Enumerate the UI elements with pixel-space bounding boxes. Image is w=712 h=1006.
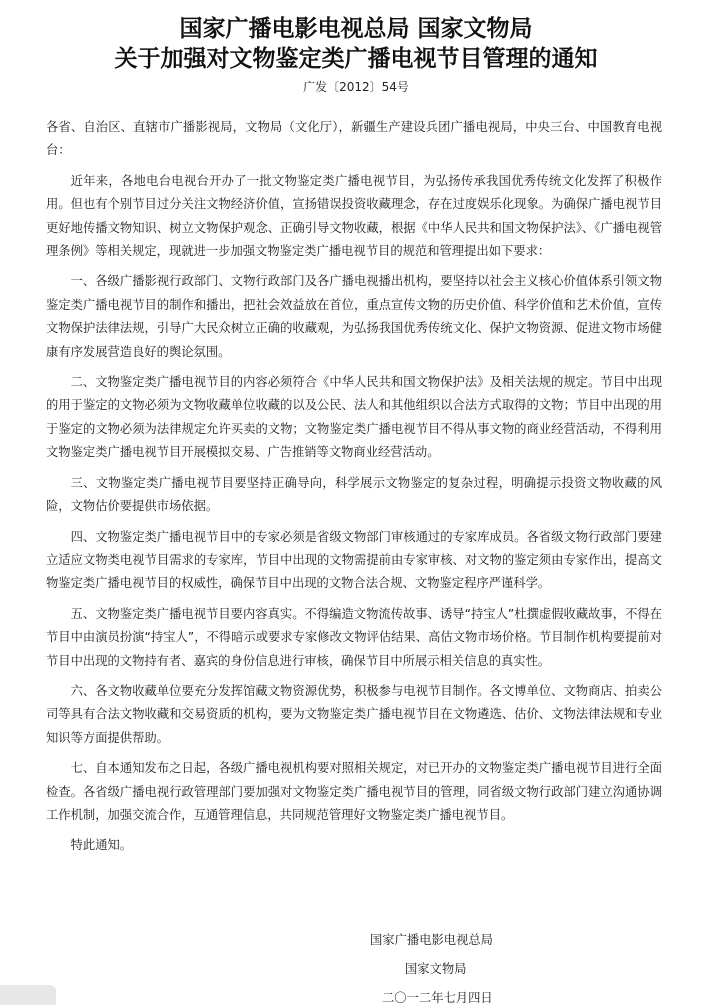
signature-org-sach: 国家文物局	[405, 962, 467, 976]
salutation: 各省、自治区、直辖市广播影视局，文物局（文化厅），新疆生产建设兵团广播电视局，中央三台、中国教育电视台：	[46, 120, 662, 158]
requirement-item-7: 七、自本通知发布之日起，各级广播电视机构要对照相关规定，对已开办的文物鉴定类广播电视节目进行全面检查。各省级广播电视行政管理部门要加强对文物鉴定类广播电视节目的管理，同省级文物行政部门建立沟通协调工作机制，加强交流合作，互通管理信息，共同规范管理好文物鉴定类广播电视节目。	[46, 761, 662, 822]
closing-line: 特此通知。	[70, 838, 133, 853]
requirement-item-3: 三、文物鉴定类广播电视节目要坚持正确导向，科学展示文物鉴定的复杂过程，明确提示投资文物收藏的风险，文物估价要提供市场依据。	[46, 475, 662, 514]
corner-overlay	[0, 985, 56, 1005]
document-body	[46, 116, 662, 858]
intro-paragraph: 近年来，各地电台电视台开办了一批文物鉴定类广播电视节目，为弘扬传承我国优秀传统文化发挥了积极作用。但也有个别节目过分关注文物经济价值，宣扬错误投资收藏理念，存在过度娱乐化现象。为确保广播电视节目更好地传播文物知识、树立文物保护观念、正确引导文物收藏，根据《中华人民共和国文物保护法》、《广播电视管理条例》等相关规定，现就进一步加强文物鉴定类广播电视节目的规范和管理提出如下要求：	[46, 173, 662, 259]
signature-date: 二〇一二年七月四日	[382, 991, 493, 1005]
document-title-line-2: 关于加强对文物鉴定类广播电视节目管理的通知	[114, 46, 598, 72]
requirement-item-1: 一、各级广播影视行政部门、文物行政部门及各广播电视播出机构，要坚持以社会主义核心价值体系引领文物鉴定类广播电视节目的制作和播出，把社会效益放在首位，重点宣传文物的历史价值、科学价值和艺术价值，宣传文物保护法律法规，引导广大民众树立正确的收藏观，为弘扬我国优秀传统文化、保护文物资源、促进文物市场健康有序发展营造良好的舆论氛围。	[46, 274, 662, 359]
requirement-item-6: 六、各文物收藏单位要充分发挥馆藏文物资源优势，积极参与电视节目制作。各文博单位、文物商店、拍卖公司等具有合法文物收藏和交易资质的机构，要为文物鉴定类广播电视节目在文物遴选、估价、文物法律法规和专业知识等方面提供帮助。	[46, 683, 662, 745]
requirement-item-2: 二、文物鉴定类广播电视节目的内容必须符合《中华人民共和国文物保护法》及相关法规的规定。节目中出现的用于鉴定的文物必须为文物收藏单位收藏的以及公民、法人和其他组织以合法方式取得的文物；节目中出现的用于鉴定的文物必须为法律规定允许买卖的文物；文物鉴定类广播电视节目不得从事文物的商业经营活动，不得利用文物鉴定类广播电视节目开展模拟交易、广告推销等文物商业经营活动。	[46, 375, 662, 460]
signature-org-sarft: 国家广播电影电视总局	[370, 933, 493, 947]
document-title-line-1: 国家广播电影电视总局 国家文物局	[179, 16, 533, 42]
requirement-item-4: 四、文物鉴定类广播电视节目中的专家必须是省级文物部门审核通过的专家库成员。各省级文物行政部门要建立适应文物类电视节目需求的专家库，节目中出现的文物需提前由专家审核、对文物的鉴定须由专家作出，提高文物鉴定类广播电视节目的权威性，确保节目中出现的文物合法合规、文物鉴定程序严谨科学。	[46, 529, 662, 591]
requirement-item-5: 五、文物鉴定类广播电视节目要内容真实。不得编造文物流传故事、诱导“持宝人”杜撰虚假收藏故事，不得在节目中由演员扮演“持宝人”，不得暗示或要求专家修改文物评估结果、高估文物市场价格。节目制作机构要提前对节目中出现的文物持有者、嘉宾的身份信息进行审核，确保节目中所展示相关信息的真实性。	[46, 606, 662, 668]
document-number: 广发〔2012〕54号	[303, 80, 409, 94]
